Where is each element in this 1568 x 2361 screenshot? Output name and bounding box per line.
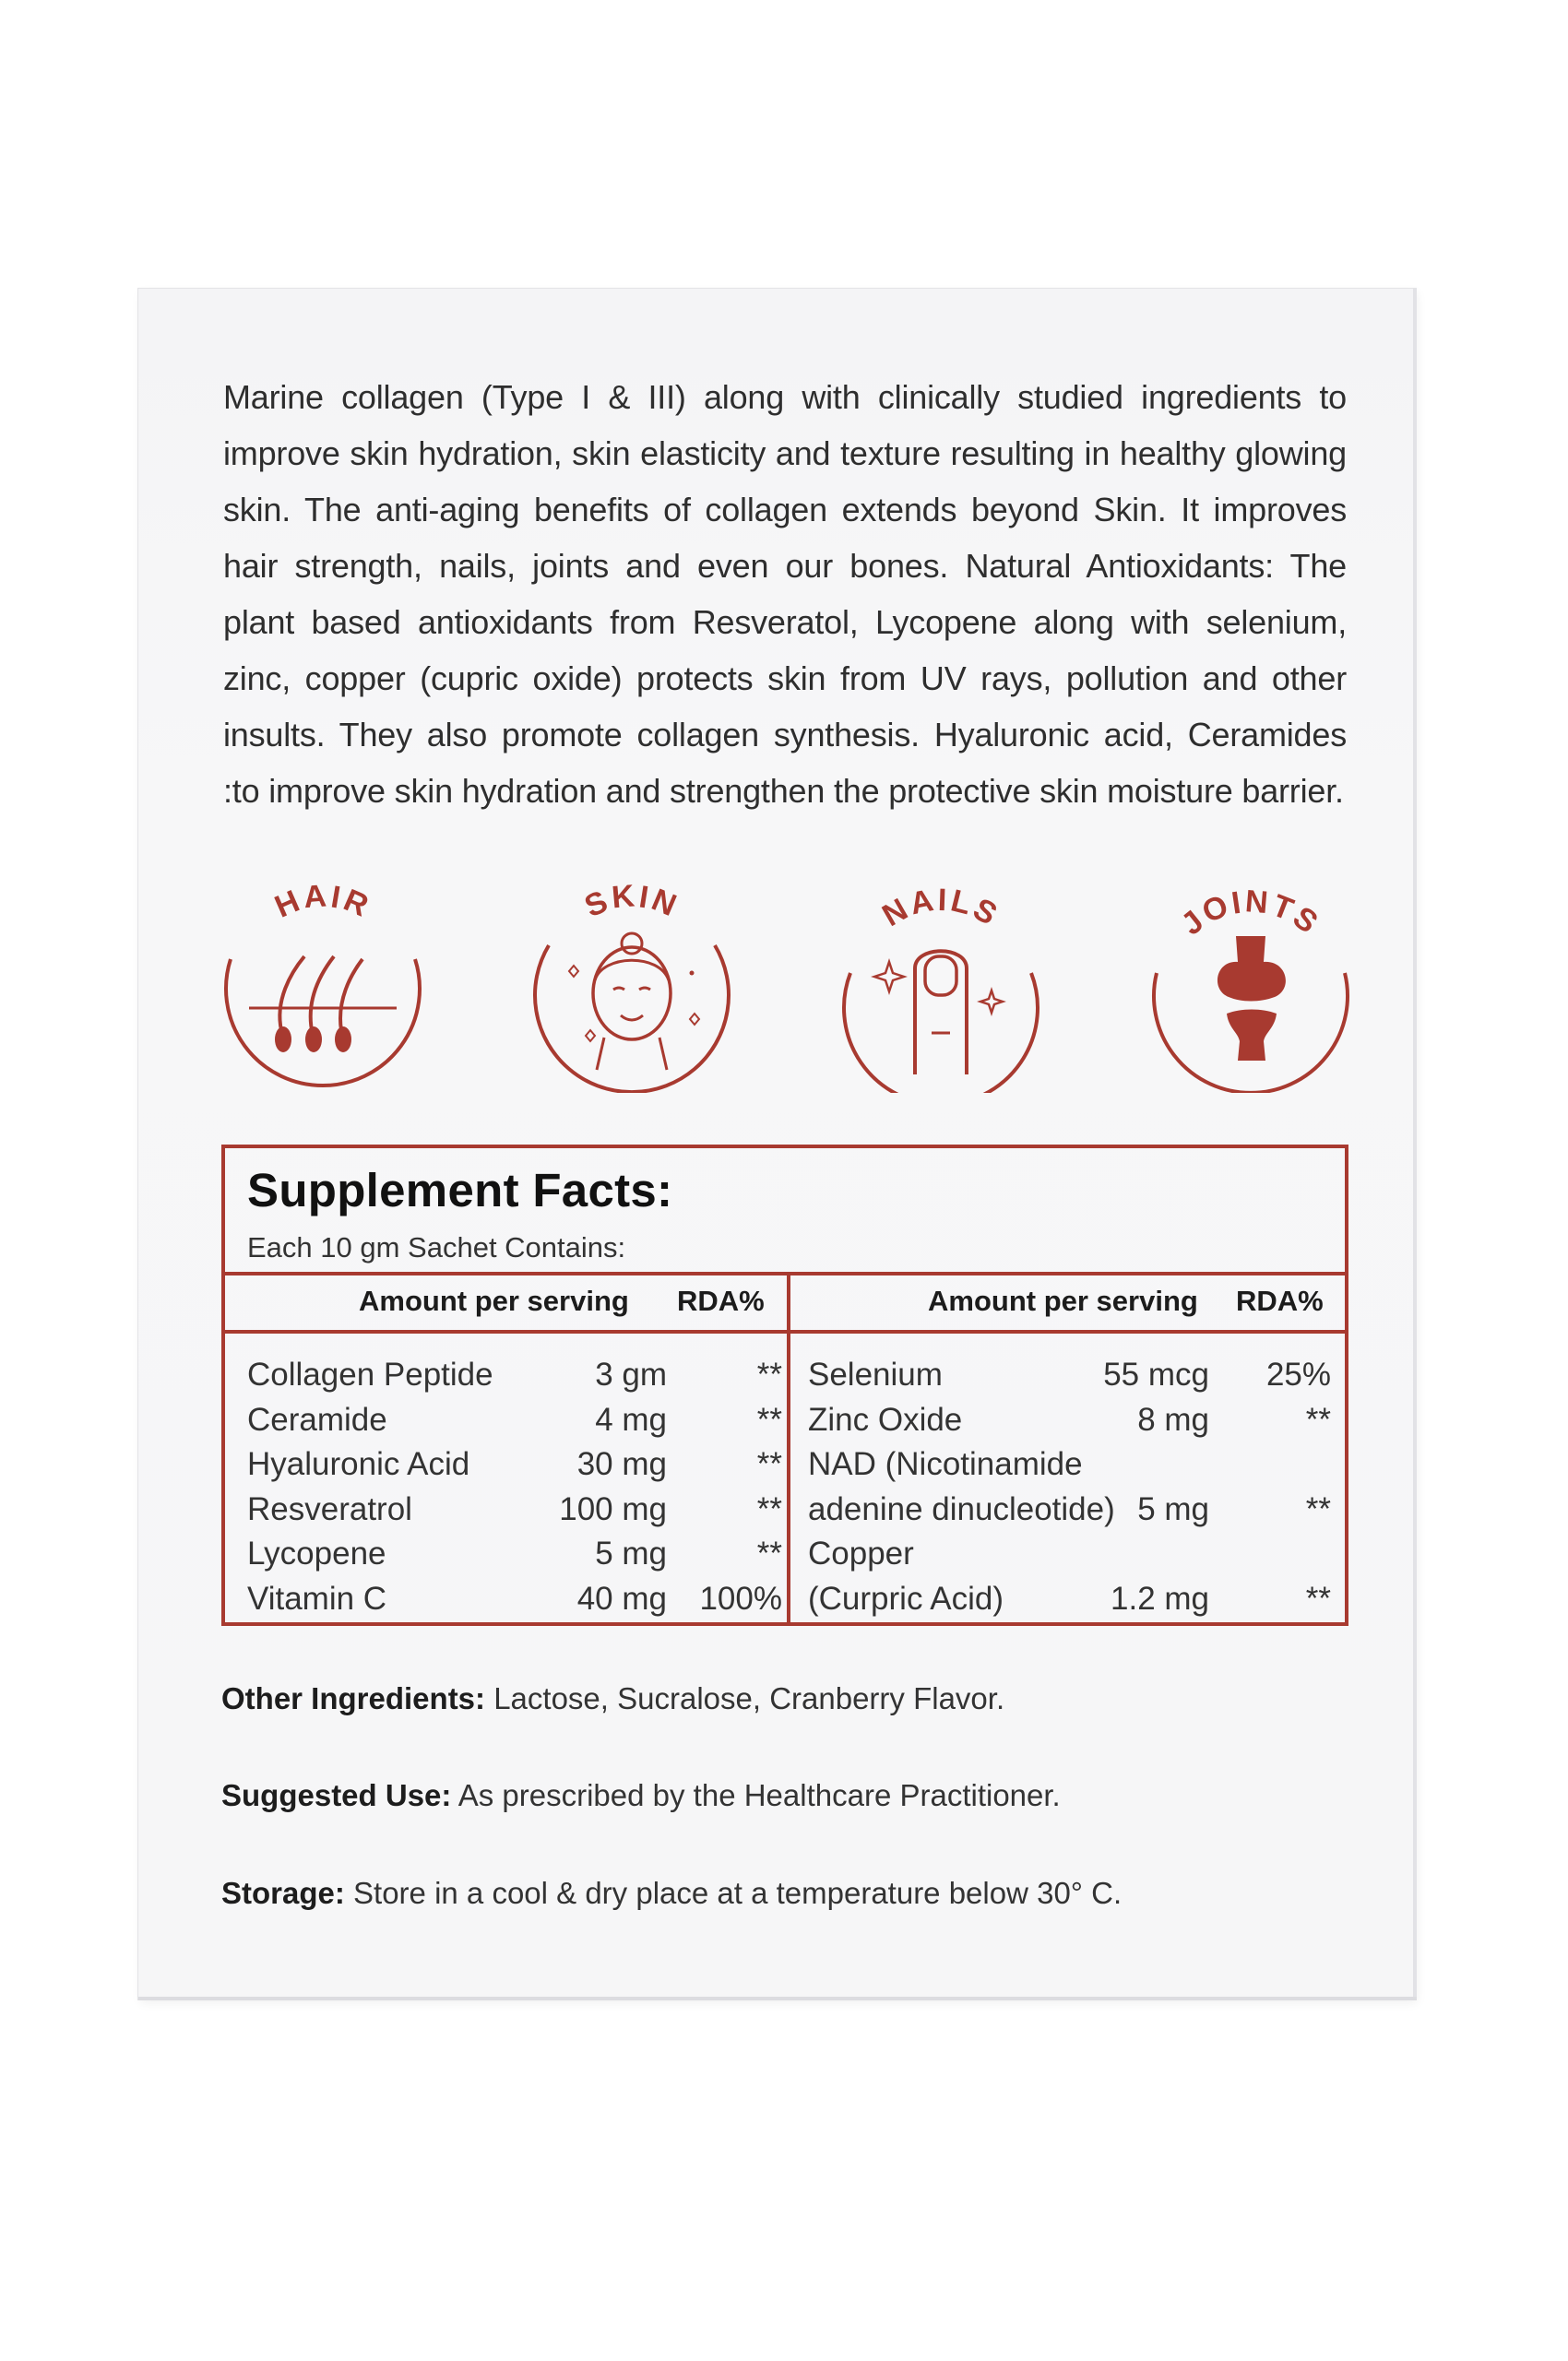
knee-joint-icon: [1140, 872, 1361, 1093]
ingredient-amount: 4 mg: [595, 1401, 667, 1438]
ingredient-name: Ceramide: [247, 1401, 387, 1438]
ingredient-rda: **: [1305, 1580, 1331, 1617]
table-row: [808, 1398, 1338, 1443]
benefit-hair: [212, 872, 434, 1093]
other-ingredients-label: Other Ingredients:: [221, 1681, 486, 1715]
ingredient-rda: **: [756, 1490, 782, 1527]
ingredient-name: Selenium: [808, 1357, 943, 1393]
ingredient-name: adenine dinucleotide): [808, 1490, 1115, 1527]
product-description: Marine collagen (Type I & III) along with clinically studied ingredients to improve skin hydration, skin elasticity and texture resulting in healthy glowing skin. The anti-aging benefits of collagen extends beyond Skin. It improves hair strength, nails, joints and even our bones. Natural Antioxidants: The plant based antioxidants from Resveratol, Lycopene along with selenium, zinc, copper (cupric oxide) protects skin from UV rays, pollution and other insults. They also promote collagen synthesis. Hyaluronic acid, Ceramides :to improve skin hydration and strengthen the protective skin moisture barrier.: [223, 378, 1347, 810]
ingredient-amount: 55 mcg: [1103, 1357, 1209, 1393]
divider: [225, 1330, 1345, 1334]
ingredient-name: Lycopene: [247, 1536, 386, 1572]
benefit-skin: [521, 872, 742, 1093]
ingredient-rda: 25%: [1265, 1357, 1331, 1393]
ingredient-name: (Curpric Acid): [808, 1580, 1004, 1617]
column-header-amount: Amount per serving: [928, 1285, 1198, 1317]
ingredient-amount: 1.2 mg: [1111, 1580, 1209, 1617]
table-row: [808, 1577, 1338, 1622]
divider: [225, 1272, 1345, 1275]
suggested-use-text: As prescribed by the Healthcare Practitioner.: [451, 1778, 1061, 1812]
suggested-use-label: Suggested Use:: [221, 1778, 452, 1812]
facts-subtitle: Each 10 gm Sachet Contains:: [247, 1231, 626, 1264]
table-row: [247, 1532, 782, 1577]
svg-text:NAILS: [876, 883, 1004, 934]
storage: [221, 1876, 1122, 1911]
ingredient-amount: 3 gm: [595, 1357, 667, 1393]
ingredient-amount: 5 mg: [595, 1536, 667, 1572]
table-row: [808, 1353, 1338, 1398]
ingredient-rda: 100%: [699, 1580, 782, 1617]
table-row: [247, 1442, 782, 1488]
storage-text: Store in a cool & dry place at a temperature below 30° C.: [344, 1876, 1123, 1910]
face-icon: [521, 872, 742, 1093]
table-row: [247, 1353, 782, 1398]
ingredient-name: Copper: [808, 1536, 914, 1572]
ingredient-amount: 30 mg: [576, 1446, 667, 1482]
ingredient-name: Hyaluronic Acid: [247, 1446, 470, 1482]
facts-right-column: [808, 1353, 1338, 1621]
ingredient-rda: **: [756, 1446, 782, 1482]
table-row: [247, 1577, 782, 1622]
suggested-use: [221, 1778, 1061, 1813]
benefit-label-hair: HAIR: [269, 878, 376, 925]
benefit-icons: [212, 872, 1365, 1093]
svg-text:JOINTS: [1175, 884, 1327, 942]
table-row: [247, 1398, 782, 1443]
ingredient-amount: 5 mg: [1137, 1490, 1209, 1527]
facts-left-column: [247, 1353, 782, 1621]
box-edge: [1413, 289, 1417, 1999]
ingredient-name: Collagen Peptide: [247, 1357, 493, 1393]
table-row: [247, 1488, 782, 1533]
ingredient-amount: 8 mg: [1137, 1401, 1209, 1438]
ingredient-amount: 40 mg: [576, 1580, 667, 1617]
column-divider: [787, 1272, 790, 1622]
ingredient-name: Resveratrol: [247, 1490, 412, 1527]
svg-text:SKIN: [579, 878, 683, 924]
column-header-amount: Amount per serving: [359, 1285, 629, 1317]
ingredient-rda: **: [756, 1536, 782, 1572]
column-header-rda: RDA%: [677, 1285, 765, 1317]
table-row: [808, 1532, 1338, 1577]
benefit-joints: [1140, 872, 1361, 1093]
other-ingredients: [221, 1681, 1004, 1716]
supplement-facts-table: [221, 1145, 1348, 1626]
benefit-label-skin: SKIN: [579, 878, 684, 925]
svg-text:HAIR: [270, 878, 376, 924]
facts-title: Supplement Facts:: [247, 1164, 673, 1216]
storage-label: Storage:: [221, 1876, 345, 1910]
ingredient-amount: 100 mg: [559, 1490, 667, 1527]
benefit-label-joints: JOINTS: [1174, 884, 1327, 943]
ingredient-rda: **: [756, 1357, 782, 1393]
hair-follicle-icon: [212, 872, 434, 1093]
benefit-nails: [830, 872, 1051, 1093]
other-ingredients-text: Lactose, Sucralose, Cranberry Flavor.: [485, 1681, 1005, 1715]
ingredient-rda: **: [1305, 1401, 1331, 1438]
column-header-rda: RDA%: [1236, 1285, 1324, 1317]
ingredient-name: Vitamin C: [247, 1580, 387, 1617]
table-row: [808, 1488, 1338, 1533]
finger-nail-icon: [830, 872, 1051, 1093]
ingredient-rda: **: [756, 1401, 782, 1438]
table-row: [808, 1442, 1338, 1488]
ingredient-name: NAD (Nicotinamide: [808, 1446, 1083, 1482]
ingredient-rda: **: [1305, 1490, 1331, 1527]
box-edge: [138, 1997, 1417, 2000]
benefit-label-nails: NAILS: [876, 882, 1005, 934]
ingredient-name: Zinc Oxide: [808, 1401, 963, 1438]
